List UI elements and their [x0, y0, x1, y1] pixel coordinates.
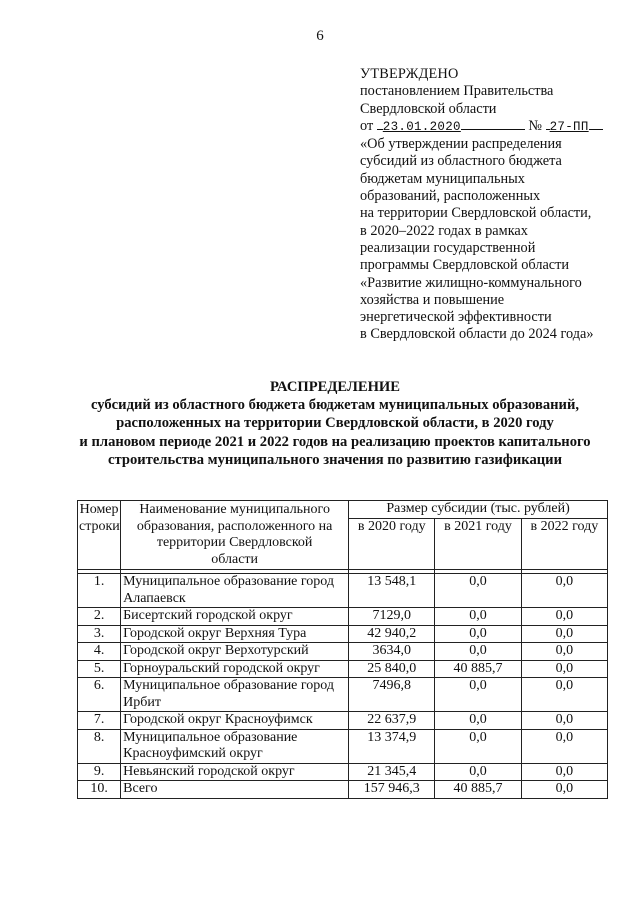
row-value-2022: 0,0 [521, 608, 607, 626]
approval-line: в 2020–2022 годах в рамках [360, 222, 528, 239]
row-municipality: Городской округ Верхотурский [121, 643, 349, 661]
document-title [50, 378, 620, 469]
title-line: и плановом периоде 2021 и 2022 годов на реализацию проектов капитального [79, 433, 591, 450]
approval-line: постановлением Правительства [360, 83, 554, 100]
approval-line: субсидий из областного бюджета [360, 153, 562, 170]
row-value-2021: 40 885,7 [435, 660, 521, 678]
table-row [78, 712, 608, 730]
row-value-2022: 0,0 [521, 763, 607, 781]
approval-line: Свердловской области [360, 100, 497, 117]
header-year-2020: в 2020 году [349, 519, 435, 570]
approval-heading: УТВЕРЖДЕНО [360, 66, 459, 82]
row-number: 9. [78, 763, 121, 781]
approval-line: бюджетам муниципальных [360, 170, 525, 187]
row-municipality: Муниципальное образование город Ирбит [121, 678, 349, 712]
row-number: 4. [78, 643, 121, 661]
approval-number: 27-ПП [549, 119, 589, 134]
row-value-2020: 7129,0 [349, 608, 435, 626]
row-value-2022: 0,0 [521, 781, 607, 799]
table-row [78, 781, 608, 799]
table-row [78, 729, 608, 763]
row-value-2020: 3634,0 [349, 643, 435, 661]
table-row [78, 660, 608, 678]
row-value-2020: 21 345,4 [349, 763, 435, 781]
row-value-2022: 0,0 [521, 574, 607, 608]
table-row [78, 608, 608, 626]
row-number: 2. [78, 608, 121, 626]
number-prefix: № [528, 117, 543, 134]
row-value-2021: 0,0 [435, 678, 521, 712]
page-number: 6 [316, 28, 324, 44]
row-value-2022: 0,0 [521, 729, 607, 763]
header-subsidy: Размер субсидии (тыс. рублей) [349, 501, 608, 519]
row-municipality: Всего [121, 781, 349, 799]
row-municipality: Муниципальное образование город Алапаевск [121, 574, 349, 608]
row-municipality: Бисертский городской округ [121, 608, 349, 626]
title-line: субсидий из областного бюджета бюджетам муниципальных образований, [91, 397, 579, 414]
row-value-2022: 0,0 [521, 660, 607, 678]
table-header-row [78, 501, 608, 519]
table-row [78, 678, 608, 712]
row-value-2021: 0,0 [435, 763, 521, 781]
row-value-2022: 0,0 [521, 625, 607, 643]
row-value-2020: 13 548,1 [349, 574, 435, 608]
row-number: 8. [78, 729, 121, 763]
approval-line: на территории Свердловской области, [360, 205, 592, 222]
approval-line: хозяйства и повышение [360, 291, 505, 308]
approval-line: программы Свердловской области [360, 257, 570, 274]
header-year-2021: в 2021 году [435, 519, 521, 570]
row-number: 3. [78, 625, 121, 643]
row-value-2020: 13 374,9 [349, 729, 435, 763]
approval-date-row [360, 118, 630, 136]
row-value-2021: 0,0 [435, 574, 521, 608]
table-row [78, 625, 608, 643]
row-value-2021: 0,0 [435, 608, 521, 626]
row-value-2020: 22 637,9 [349, 712, 435, 730]
row-value-2022: 0,0 [521, 643, 607, 661]
row-value-2021: 40 885,7 [435, 781, 521, 799]
row-value-2021: 0,0 [435, 643, 521, 661]
approval-block [360, 66, 630, 344]
row-number: 10. [78, 781, 121, 799]
row-municipality: Невьянский городской округ [121, 763, 349, 781]
row-value-2020: 42 940,2 [349, 625, 435, 643]
approval-date: 23.01.2020 [382, 119, 461, 134]
approval-line: в Свердловской области до 2024 года» [360, 326, 594, 343]
header-number: Номер строки [78, 501, 121, 570]
approval-line: «Об утверждении распределения [360, 136, 562, 153]
date-prefix: от [360, 117, 374, 134]
row-value-2022: 0,0 [521, 712, 607, 730]
row-municipality: Муниципальное образование Красноуфимский округ [121, 729, 349, 763]
table-row [78, 643, 608, 661]
row-value-2021: 0,0 [435, 712, 521, 730]
approval-line: «Развитие жилищно-коммунального [360, 274, 582, 291]
approval-line: реализации государственной [360, 239, 536, 256]
row-municipality: Горноуральский городской округ [121, 660, 349, 678]
row-number: 1. [78, 574, 121, 608]
header-name: Наименование муниципального образования, расположенного на территории Свердловской области [121, 501, 349, 570]
row-value-2021: 0,0 [435, 625, 521, 643]
approval-line: образований, расположенных [360, 188, 541, 205]
table-body [78, 574, 608, 799]
row-number: 7. [78, 712, 121, 730]
row-number: 6. [78, 678, 121, 712]
row-value-2020: 7496,8 [349, 678, 435, 712]
title-line: расположенных на территории Свердловской области, в 2020 году [116, 415, 554, 432]
row-number: 5. [78, 660, 121, 678]
row-municipality: Городской округ Верхняя Тура [121, 625, 349, 643]
title-line: строительства муниципального значения по развитию газификации [108, 451, 562, 468]
row-value-2020: 157 946,3 [349, 781, 435, 799]
subsidy-table [77, 500, 608, 799]
row-value-2020: 25 840,0 [349, 660, 435, 678]
approval-description [360, 136, 630, 344]
title-heading: РАСПРЕДЕЛЕНИЕ [269, 379, 401, 395]
header-year-2022: в 2022 году [521, 519, 607, 570]
table-row [78, 574, 608, 608]
row-value-2021: 0,0 [435, 729, 521, 763]
table-row [78, 763, 608, 781]
row-municipality: Городской округ Красноуфимск [121, 712, 349, 730]
row-value-2022: 0,0 [521, 678, 607, 712]
approval-line: энергетической эффективности [360, 309, 552, 326]
